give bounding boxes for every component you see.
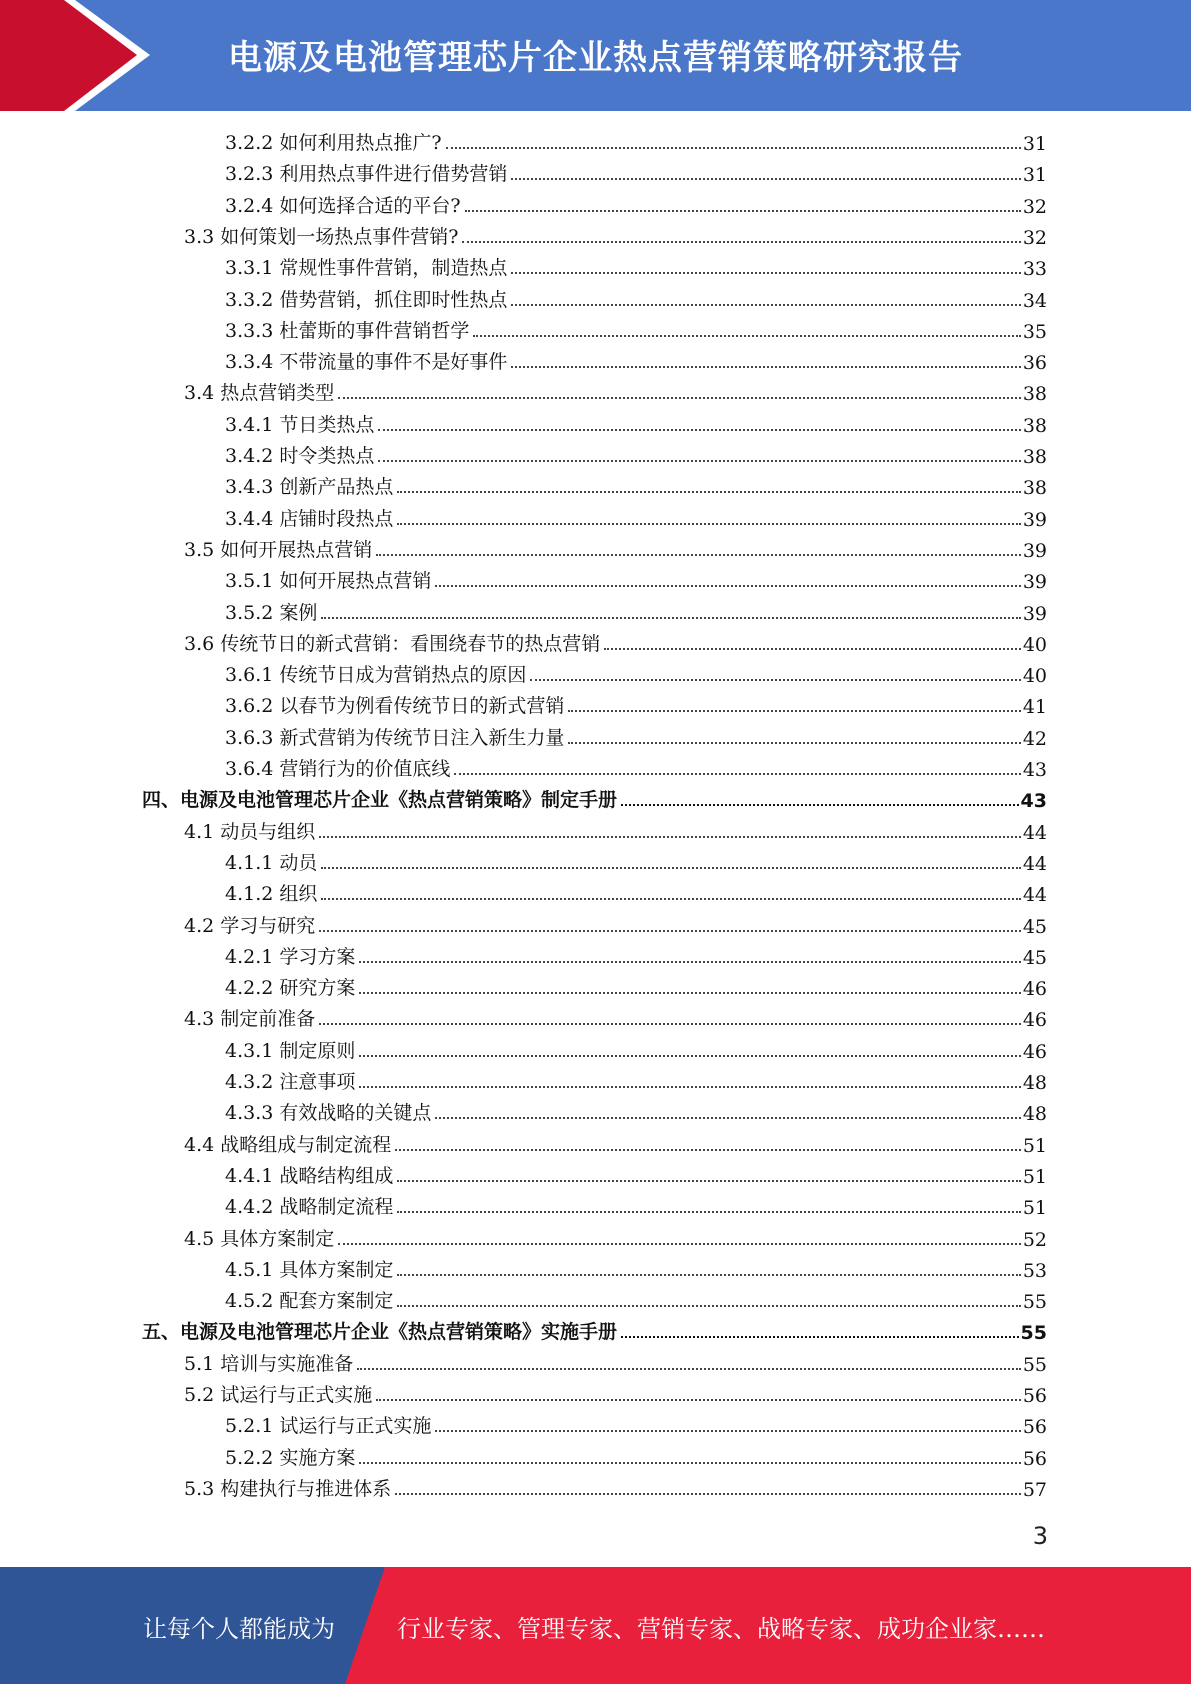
toc-entry-label: 3.6.4 营销行为的价值底线 [225,758,451,780]
toc-entry-label: 5.2 试运行与正式实施 [184,1384,373,1406]
toc-entry-label: 3.4.1 节日类热点 [225,413,375,436]
toc-entry[interactable] [225,440,1047,468]
toc-entry[interactable] [184,1003,1047,1031]
toc-entry-label: 3.3.1 常规性事件营销，制造热点 [225,257,508,280]
toc-entry-label: 5.2.2 实施方案 [225,1446,356,1469]
toc-entry-label: 3.4.2 时令类热点 [225,445,375,467]
toc-entry-page: 45 [1022,946,1047,969]
toc-entry[interactable] [225,503,1047,531]
toc-entry[interactable] [184,377,1047,405]
toc-leader-dots [376,1399,1021,1401]
footer-slogan-left: 让每个人都能成为 [143,1615,335,1643]
toc-entry[interactable] [184,534,1047,562]
toc-leader-dots [397,523,1020,525]
toc-leader-dots [397,1211,1020,1213]
toc-entry[interactable] [184,910,1047,938]
toc-entry-label: 5.1 培训与实施准备 [184,1352,354,1375]
toc-entry[interactable] [225,565,1047,593]
toc-entry[interactable] [225,409,1047,437]
toc-entry-label: 3.5.2 案例 [225,601,318,624]
toc-entry[interactable] [184,221,1047,249]
toc-entry[interactable] [225,878,1047,906]
toc-leader-dots [511,178,1020,180]
document-title: 电源及电池管理芯片企业热点营销策略研究报告 [228,38,963,78]
toc-entry-page: 44 [1022,821,1047,844]
toc-entry-label: 4.1.1 动员 [225,851,318,874]
toc-entry[interactable] [225,1285,1047,1313]
toc-leader-dots [321,617,1020,619]
toc-entry-page: 56 [1022,1447,1047,1470]
toc-entry[interactable] [225,1035,1047,1063]
toc-leader-dots [435,585,1020,587]
toc-entry[interactable] [225,346,1047,374]
toc-entry-label: 5.3 构建执行与推进体系 [184,1477,392,1500]
toc-entry-page: 40 [1022,665,1047,688]
toc-entry-label: 3.3.3 杜蕾斯的事件营销哲学 [225,319,470,342]
toc-entry-label: 4.1 动员与组织 [184,820,316,843]
toc-entry-page: 51 [1022,1197,1047,1220]
toc-entry-page: 39 [1022,602,1047,625]
toc-entry[interactable] [225,1410,1047,1438]
toc-leader-dots [621,804,1019,806]
toc-entry-page: 56 [1022,1385,1047,1407]
toc-entry[interactable] [225,659,1047,687]
toc-entry-label: 3.5 如何开展热点营销 [184,538,373,561]
toc-entry-page: 53 [1022,1259,1047,1282]
toc-entry-label: 3.5.1 如何开展热点营销 [225,570,432,593]
toc-leader-dots [465,210,1021,212]
toc-entry[interactable] [225,158,1047,186]
toc-entry-page: 32 [1022,195,1047,218]
toc-leader-dots [395,1149,1021,1151]
toc-leader-dots [395,1493,1021,1495]
toc-entry-page: 45 [1022,915,1047,938]
toc-entry-label: 4.2 学习与研究 [184,914,316,937]
toc-leader-dots [462,241,1020,243]
toc-entry-label: 4.3.3 有效战略的关键点 [225,1102,432,1125]
toc-entry[interactable] [184,1223,1047,1251]
toc-leader-dots [359,961,1020,963]
toc-entry[interactable] [225,284,1047,312]
toc-entry-page: 38 [1022,414,1047,437]
toc-leader-dots [359,1055,1020,1057]
toc-leader-dots [376,554,1021,556]
toc-leader-dots [568,710,1020,712]
toc-entry-label: 3.6 传统节日的新式营销：看围绕春节的热点营销 [184,632,601,655]
toc-entry-page: 51 [1022,1165,1047,1188]
toc-leader-dots [621,1336,1019,1338]
toc-entry[interactable] [225,315,1047,343]
toc-entry[interactable] [142,784,1047,812]
toc-entry-page: 31 [1022,133,1047,155]
toc-entry-label: 3.6.1 传统节日成为营销热点的原因 [225,664,527,687]
toc-entry[interactable] [225,1160,1047,1188]
toc-leader-dots [359,1086,1020,1088]
toc-entry-page: 39 [1022,508,1047,531]
toc-leader-dots [378,460,1020,462]
toc-entry-label: 3.2.2 如何利用热点推广? [225,132,442,154]
toc-entry-page: 56 [1022,1416,1047,1439]
toc-entry[interactable] [225,471,1047,499]
chevron-arrow-icon [0,0,160,111]
toc-entry-page: 35 [1022,320,1047,343]
toc-entry-page: 36 [1022,352,1047,375]
toc-entry[interactable] [184,1129,1047,1157]
toc-entry-label: 五、电源及电池管理芯片企业《热点营销策略》实施手册 [142,1321,618,1344]
toc-leader-dots [530,679,1020,681]
toc-entry[interactable] [225,1066,1047,1094]
toc-entry-page: 43 [1022,759,1047,781]
toc-entry-page: 40 [1022,633,1047,656]
toc-entry-label: 3.4.4 店铺时段热点 [225,507,394,530]
toc-entry-label: 3.2.3 利用热点事件进行借势营销 [225,163,508,186]
toc-entry-label: 3.3.4 不带流量的事件不是好事件 [225,351,508,374]
toc-entry[interactable] [225,941,1047,969]
toc-entry-page: 39 [1022,571,1047,594]
toc-leader-dots [511,272,1020,274]
page-footer [0,1567,1191,1684]
toc-entry-page: 38 [1022,446,1047,468]
toc-entry-page: 44 [1022,884,1047,907]
toc-leader-dots [446,147,1021,149]
toc-entry-label: 4.4.2 战略制定流程 [225,1196,394,1219]
toc-entry-page: 32 [1022,226,1047,249]
toc-entry[interactable] [225,1097,1047,1125]
toc-entry[interactable] [225,753,1047,781]
toc-entry-page: 52 [1022,1228,1047,1251]
toc-entry-label: 4.2.2 研究方案 [225,977,356,1000]
toc-leader-dots [511,304,1020,306]
toc-leader-dots [319,930,1021,932]
toc-entry-label: 3.3 如何策划一场热点事件营销? [184,225,459,248]
toc-entry-page: 43 [1020,790,1047,813]
toc-entry-page: 51 [1022,1134,1047,1157]
toc-leader-dots [604,648,1021,650]
page-number: 3 [1032,1522,1048,1550]
toc-entry-page: 46 [1022,1040,1047,1063]
toc-entry-label: 3.3.2 借势营销，抓住即时性热点 [225,288,508,311]
toc-entry-page: 55 [1022,1353,1047,1376]
toc-entry[interactable] [142,1316,1047,1344]
toc-entry-page: 44 [1022,852,1047,875]
toc-entry-label: 4.5.1 具体方案制定 [225,1258,394,1281]
toc-entry[interactable] [225,190,1047,218]
toc-leader-dots [319,836,1021,838]
toc-entry[interactable] [184,1473,1047,1501]
toc-entry[interactable] [184,628,1047,656]
toc-leader-dots [397,491,1020,493]
toc-entry-label: 4.5.2 配套方案制定 [225,1290,394,1313]
toc-entry-page: 31 [1022,164,1047,187]
toc-entry[interactable] [225,690,1047,718]
toc-entry-label: 3.4.3 创新产品热点 [225,476,394,499]
toc-entry-label: 4.1.2 组织 [225,883,318,906]
toc-entry-label: 4.4 战略组成与制定流程 [184,1133,392,1156]
toc-leader-dots [454,773,1020,775]
toc-entry-page: 57 [1022,1478,1047,1501]
toc-entry[interactable] [225,1442,1047,1470]
toc-entry-page: 55 [1022,1291,1047,1314]
toc-entry[interactable] [225,127,1047,155]
toc-entry-page: 46 [1022,978,1047,1001]
toc-leader-dots [378,429,1020,431]
toc-leader-dots [321,867,1020,869]
toc-leader-dots [338,397,1021,399]
page-header [0,0,1191,111]
toc-entry-page: 39 [1022,539,1047,562]
toc-entry[interactable] [225,252,1047,280]
toc-leader-dots [397,1180,1020,1182]
toc-entry-label: 3.6.2 以春节为例看传统节日的新式营销 [225,695,565,718]
toc-leader-dots [359,992,1020,994]
toc-leader-dots [435,1117,1020,1119]
toc-entry[interactable] [225,1254,1047,1282]
toc-entry-label: 4.3.2 注意事项 [225,1071,356,1093]
toc-entry-label: 3.2.4 如何选择合适的平台? [225,194,461,217]
toc-entry-label: 5.2.1 试运行与正式实施 [225,1415,432,1438]
toc-entry-page: 42 [1022,727,1047,750]
toc-entry-label: 3.4 热点营销类型 [184,382,335,405]
toc-leader-dots [511,366,1020,368]
toc-entry[interactable] [184,1348,1047,1376]
toc-entry[interactable] [184,816,1047,844]
toc-entry[interactable] [225,1191,1047,1219]
toc-entry[interactable] [225,722,1047,750]
toc-entry-page: 46 [1022,1009,1047,1032]
toc-entry[interactable] [225,597,1047,625]
footer-slogan-right: 行业专家、管理专家、营销专家、战略专家、成功企业家…… [397,1615,1045,1643]
toc-entry-page: 34 [1022,289,1047,312]
toc-leader-dots [568,742,1020,744]
toc-leader-dots [397,1274,1020,1276]
toc-leader-dots [473,335,1020,337]
toc-leader-dots [319,1023,1021,1025]
toc-leader-dots [435,1430,1020,1432]
toc-leader-dots [357,1368,1021,1370]
toc-entry-page: 55 [1020,1322,1047,1345]
toc-entry-label: 4.3.1 制定原则 [225,1039,356,1062]
toc-entry-label: 四、电源及电池管理芯片企业《热点营销策略》制定手册 [142,789,618,812]
toc-entry[interactable] [225,847,1047,875]
toc-leader-dots [397,1305,1020,1307]
toc-entry-label: 4.5 具体方案制定 [184,1227,335,1250]
toc-entry-page: 33 [1022,258,1047,281]
toc-entry-label: 4.4.1 战略结构组成 [225,1164,394,1187]
toc-entry[interactable] [225,972,1047,1000]
toc-entry-page: 48 [1022,1103,1047,1126]
toc-entry-label: 4.2.1 学习方案 [225,945,356,968]
toc-entry-page: 38 [1022,383,1047,406]
toc-entry-page: 38 [1022,477,1047,500]
toc-entry-page: 48 [1022,1072,1047,1094]
toc-leader-dots [321,898,1020,900]
toc-leader-dots [338,1243,1021,1245]
toc-leader-dots [359,1462,1020,1464]
toc-entry-label: 3.6.3 新式营销为传统节日注入新生力量 [225,726,565,749]
toc-entry[interactable] [184,1379,1047,1407]
toc-entry-label: 4.3 制定前准备 [184,1008,316,1031]
toc-entry-page: 41 [1022,696,1047,719]
